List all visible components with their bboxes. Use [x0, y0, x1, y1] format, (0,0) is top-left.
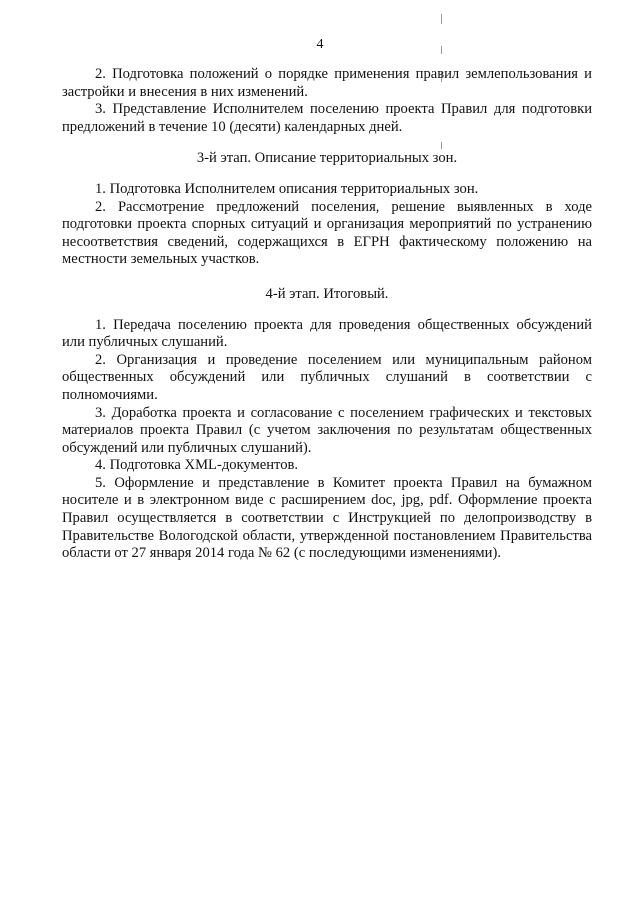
list-item: 2. Подготовка положений о порядке применения правил землепользования и застройки и внесения в них изменений. [62, 66, 592, 100]
page-number: 4 [316, 37, 324, 52]
list-item: 5. Оформление и представление в Комитет проекта Правил на бумажном носителе и в электронном виде с расширением doc, jpg, pdf. Оформление проекта Правил осуществляется в соответствии с Инструкцией по делопроизводству в Правительстве Вологодской области, утвержденной постановлением Правительства области от 27 января 2014 года № 62 (с последующими изменениями). [62, 474, 592, 562]
section-heading: 4-й этап. Итоговый. [265, 285, 389, 302]
list-item: 3. Представление Исполнителем поселению проекта Правил для подготовки предложений в течение 10 (десяти) календарных дней. [62, 101, 592, 135]
list-item: 2. Рассмотрение предложений поселения, решение выявленных в ходе подготовки проекта спорных ситуаций и организация мероприятий по устранению несоответствия сведений, содержащихся в ЕГРН фактическому положению на местности земельных участков. [62, 198, 592, 268]
list-item: 2. Организация и проведение поселением или муниципальным районом общественных обсуждений или публичных слушаний в соответствии с полномочиями. [62, 351, 592, 403]
list-item: 1. Подготовка Исполнителем описания территориальных зон. [95, 180, 479, 197]
list-item: 1. Передача поселению проекта для проведения общественных обсуждений или публичных слушаний. [62, 316, 592, 351]
scan-artifact-mark [441, 46, 442, 54]
list-item: 3. Доработка проекта и согласование с поселением графических и текстовых материалов проекта Правил (с учетом заключения по результатам общественных обсуждений или публичных слушаний). [62, 404, 592, 456]
document-body [62, 66, 592, 563]
section-heading: 3-й этап. Описание территориальных зон. [196, 150, 458, 167]
scan-artifact-mark [441, 14, 442, 24]
list-item: 4. Подготовка XML-документов. [95, 457, 299, 474]
